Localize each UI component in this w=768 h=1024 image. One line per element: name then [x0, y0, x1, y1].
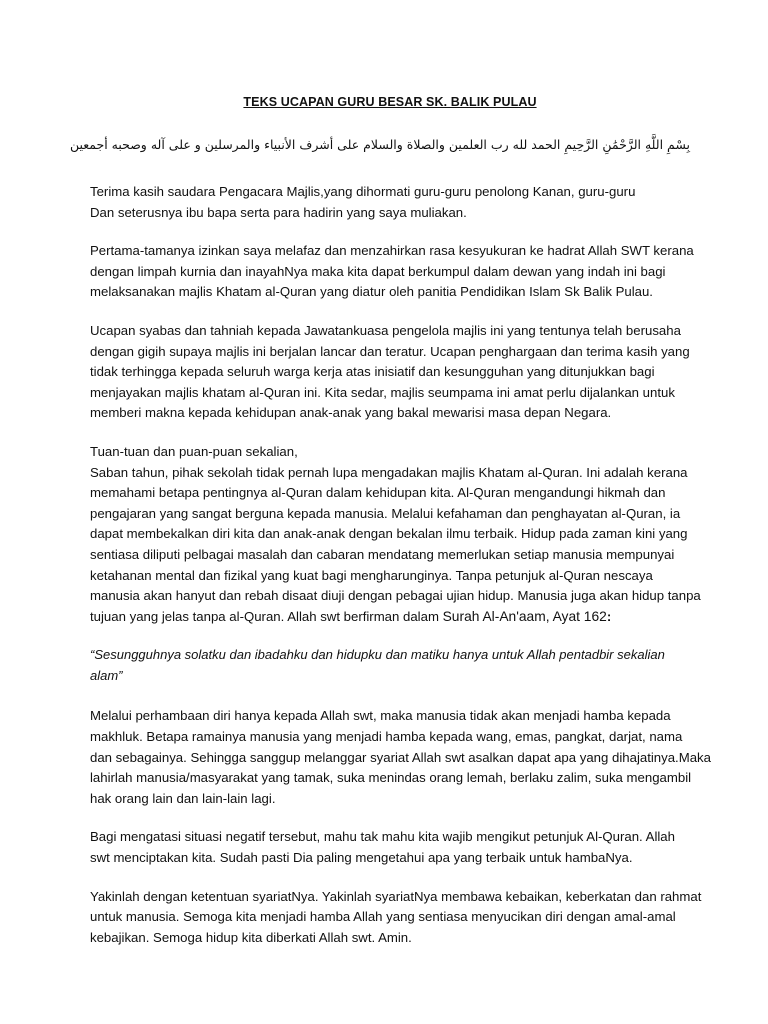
text-line: dapat membekalkan diri kita dan anak-anak dengan bekalan ilmu terbaik. Hidup pada zaman kini yang	[90, 526, 688, 542]
paragraph-quran-importance	[90, 442, 701, 627]
text-line: Terima kasih saudara Pengacara Majlis,yang dihormati guru-guru penolong Kanan, guru-guru	[90, 184, 636, 199]
text-line: makhluk. Betapa ramainya manusia yang menjadi hamba kepada wang, emas, pangkat, darjat, nama	[90, 729, 683, 745]
text-line: untuk manusia. Semoga kita menjadi hamba Allah yang sentiasa menyucikan diri dengan amal-amal	[90, 909, 676, 925]
text-line: swt menciptakan kita. Sudah pasti Dia paling mengetahui apa yang terbaik untuk hambaNya.	[90, 850, 633, 866]
text-line: Ucapan syabas dan tahniah kepada Jawatankuasa pengelola majlis ini yang tentunya telah berusaha	[90, 322, 681, 338]
text-line: Melalui perhambaan diri hanya kepada Allah swt, maka manusia tidak akan menjadi hamba kepada	[90, 708, 671, 724]
paragraph-gratitude	[90, 241, 694, 303]
surah-reference: Surah Al-An'aam, Ayat 162	[442, 608, 607, 624]
paragraph-appreciation	[90, 321, 690, 424]
text-line: lahirlah manusia/masyarakat yang tamak, suka menindas orang lemah, berlaku zalim, suka mengambil	[90, 770, 692, 786]
text-line: melaksanakan majlis Khatam al-Quran yang diatur oleh panitia Pendidikan Islam Sk Balik Pulau.	[90, 284, 653, 300]
text-line: Saban tahun, pihak sekolah tidak pernah lupa mengadakan majlis Khatam al-Quran. Ini adalah kerana	[90, 464, 688, 480]
paragraph-greeting	[90, 182, 690, 223]
text-line: memberi makna kepada kehidupan anak-anak yang bakal mewarisi masa depan Negara.	[90, 405, 612, 421]
paragraph-closing	[90, 887, 702, 949]
text-line: kebajikan. Semoga hidup kita diberkati Allah swt. Amin.	[90, 929, 412, 945]
text-line: dengan limpah kurnia dan inayahNya maka kita dapat berkumpul dalam dewan yang indah ini bagi	[90, 263, 666, 279]
text-line: dan sebagainya. Sehingga sanggup melanggar syariat Allah swt asalkan dapat apa yang dihajatinya.Maka	[90, 749, 711, 765]
text-line: Dan seterusnya ibu bapa serta para hadirin yang saya muliakan.	[90, 204, 467, 220]
paragraph-solution	[90, 827, 690, 868]
text-line: Pertama-tamanya izinkan saya melafaz dan menzahirkan rasa kesyukuran ke hadrat Allah SWT kerana	[90, 243, 694, 259]
arabic-opening: بِسْمِ اللَّهِ الرَّحْمَٰنِ الرَّحِيمِ الحمد لله رب العلمين والصلاة والسلام على أشرف الأنبياء والمرسلين و على آله وصحبه أجمعين	[69, 137, 690, 152]
text-line: sentiasa diliputi pelbagai masalah dan cabaran mendatang memerlukan setiap manusia mempunyai	[90, 546, 675, 562]
paragraph-servitude	[90, 706, 711, 809]
text-line: Bagi mengatasi situasi negatif tersebut, mahu tak mahu kita wajib mengikut petunjuk Al-Quran. Allah	[90, 829, 675, 845]
text-line: hak orang lain dan lain-lain lagi.	[90, 790, 276, 806]
text-line: dengan gigih supaya majlis ini berjalan lancar dan teratur. Ucapan penghargaan dan terima kasih yang	[90, 343, 690, 359]
text-line: memahami betapa pentingnya al-Quran dalam kehidupan kita. Al-Quran mengandungi hikmah dan	[90, 485, 666, 501]
document-page	[69, 95, 711, 948]
text-line: Tuan-tuan dan puan-puan sekalian,	[90, 443, 298, 459]
text-line: ketahanan mental dan fizikal yang kuat bagi mengharunginya. Tanpa petunjuk al-Quran nescaya	[90, 567, 653, 583]
text-line-surah	[90, 607, 690, 628]
text-line: pengajaran yang sangat berguna kepada manusia. Melalui kefahaman dan penghayatan al-Quran, ia	[90, 505, 681, 521]
document-title: TEKS UCAPAN GURU BESAR SK. BALIK PULAU	[243, 95, 537, 109]
text-line: menjayakan majlis khatam al-Quran ini. Kita sedar, majlis seumpama ini amat perlu dijalankan untuk	[90, 384, 675, 400]
text-line: Yakinlah dengan ketentuan syariatNya. Yakinlah syariatNya membawa kebaikan, keberkatan dan rahmat	[90, 888, 702, 904]
quote-line: “Sesungguhnya solatku dan ibadahku dan hidupku dan matiku hanya untuk Allah pentadbir sekalian	[90, 647, 665, 663]
quote-line: alam”	[90, 667, 123, 683]
surah-colon: :	[606, 608, 612, 624]
text-line: manusia akan hanyut dan rebah disaat diuji dengan pebagai ujian hidup. Manusia juga akan hidup tanpa	[90, 588, 701, 604]
text-line: tidak terhingga kepada seluruh warga kerja atas inisiatif dan kesungguhan yang ditunjukkan bagi	[90, 364, 655, 380]
quran-quote	[90, 645, 690, 686]
text-line-prefix: tujuan yang jelas tanpa al-Quran. Allah swt berfirman dalam	[90, 608, 443, 624]
